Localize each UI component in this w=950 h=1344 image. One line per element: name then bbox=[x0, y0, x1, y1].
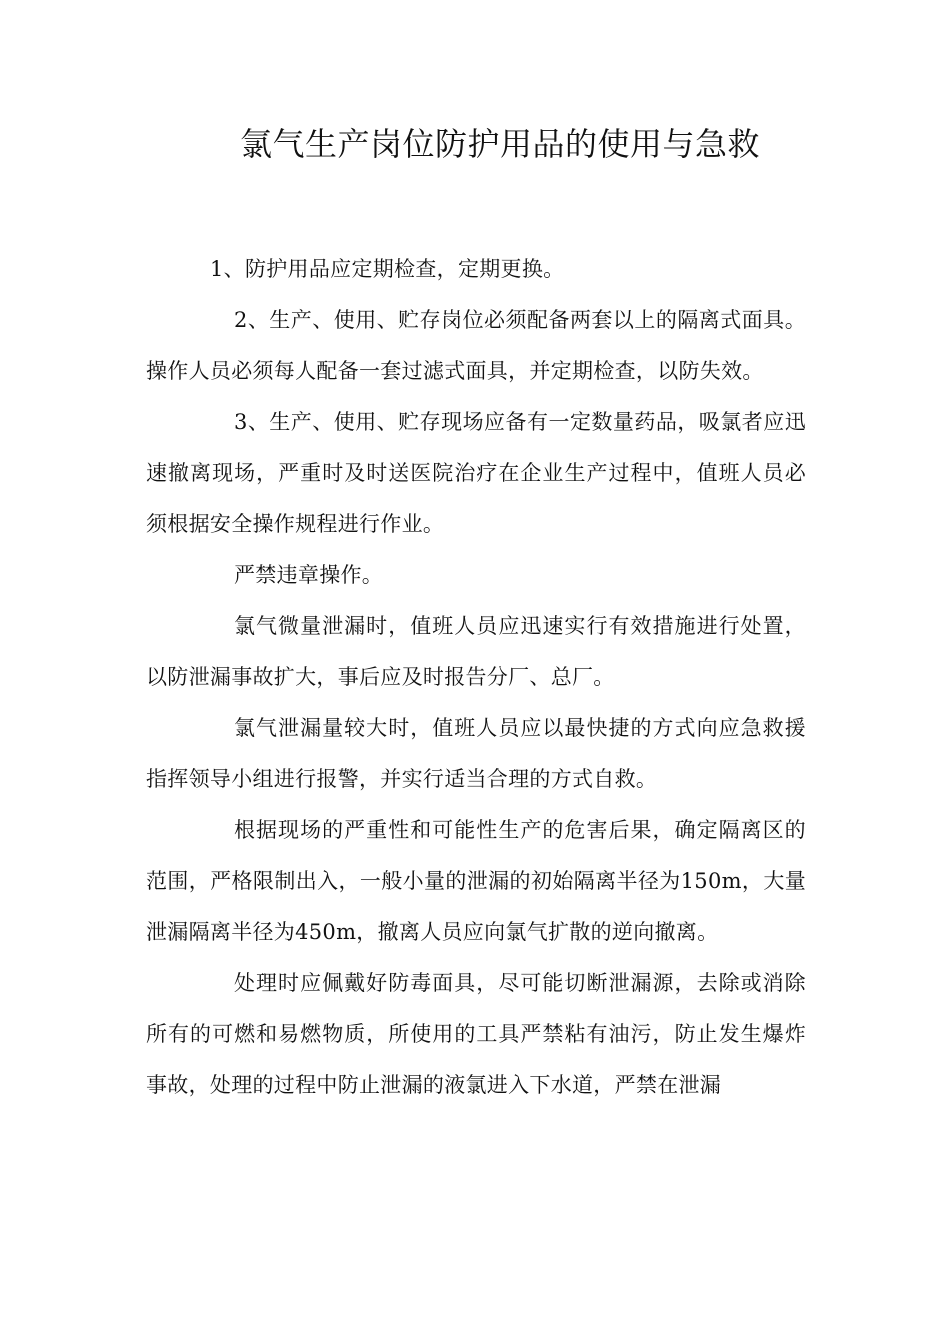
document-title: 氯气生产岗位防护用品的使用与急救 bbox=[240, 125, 761, 163]
paragraph-3: 3、生产、使用、贮存现场应备有一定数量药品，吸氯者应迅速撤离现场，严重时及时送医院治疗在企业生产过程中，值班人员必须根据安全操作规程进行作业。 bbox=[146, 410, 806, 536]
paragraph-2: 2、生产、使用、贮存岗位必须配备两套以上的隔离式面具。操作人员必须每人配备一套过滤式面具，并定期检查，以防失效。 bbox=[146, 308, 806, 383]
paragraph-7: 根据现场的严重性和可能性生产的危害后果，确定隔离区的范围，严格限制出入，一般小量的泄漏的初始隔离半径为150m，大量泄漏隔离半径为450m，撤离人员应向氯气扩散的逆向撤离。 bbox=[146, 818, 806, 944]
paragraph-4: 严禁违章操作。 bbox=[234, 563, 384, 587]
document-body bbox=[146, 244, 806, 1111]
paragraph-5: 氯气微量泄漏时，值班人员应迅速实行有效措施进行处置，以防泄漏事故扩大，事后应及时报告分厂、总厂。 bbox=[146, 614, 806, 689]
paragraph-8: 处理时应佩戴好防毒面具，尽可能切断泄漏源，去除或消除所有的可燃和易燃物质，所使用的工具严禁粘有油污，防止发生爆炸事故，处理的过程中防止泄漏的液氯进入下水道，严禁在泄漏 bbox=[146, 971, 806, 1097]
paragraph-6: 氯气泄漏量较大时，值班人员应以最快捷的方式向应急救援指挥领导小组进行报警，并实行适当合理的方式自救。 bbox=[146, 716, 806, 791]
paragraph-1: 1、防护用品应定期检查，定期更换。 bbox=[210, 257, 565, 281]
